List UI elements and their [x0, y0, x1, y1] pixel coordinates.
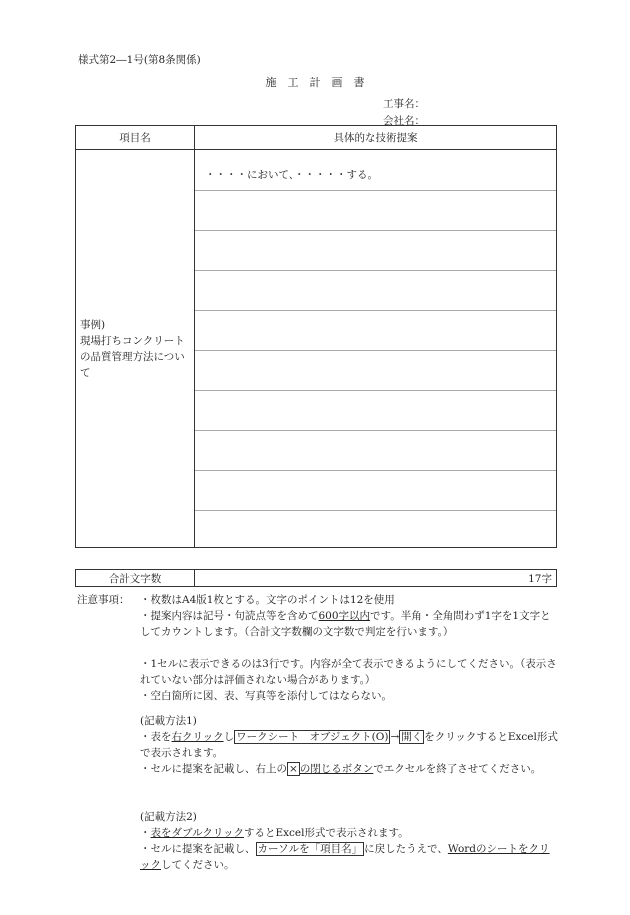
ruled-line — [195, 430, 556, 431]
m1-text: をクリックするとExcel形式で表示されます。 — [140, 731, 558, 759]
total-label: 合計文字数 — [76, 570, 195, 587]
method-2-step-1 — [140, 825, 558, 841]
method-1-step-1 — [140, 729, 558, 761]
m2b-text: してください。 — [161, 859, 235, 871]
m1b-close-button-text: の閉じるボタン — [299, 763, 374, 775]
close-icon: × — [289, 763, 298, 775]
method-2-step-2 — [140, 841, 558, 873]
ruled-line — [195, 390, 556, 391]
total-row — [76, 570, 557, 587]
item-label-text: 事例) 現場打ちコンクリートの品質管理方法について — [80, 318, 185, 379]
m1-arrow: → — [390, 731, 400, 743]
proposal-lines — [195, 150, 556, 547]
note-2 — [140, 608, 558, 640]
ruled-line — [195, 350, 556, 351]
notes-heading: 注意事項： — [77, 594, 130, 606]
document-title: 施 工 計 画 書 — [265, 76, 365, 89]
ruled-line — [195, 270, 556, 271]
proposal-first-line: ・・・・において、・・・・・する。 — [205, 169, 379, 181]
m2-double-click: 表をダブルクリック — [150, 827, 244, 839]
ruled-line — [195, 190, 556, 191]
note-1: ・枚数はA4版1枚とする。文字のポイントは12を使用 — [140, 594, 395, 606]
method-2-heading: (記載方法2) — [140, 811, 197, 823]
m2-text: するとExcel形式で表示されます。 — [243, 827, 409, 839]
note-2-text-c: です。半角・全角問わず1字を1文字としてカウントします。（合計文字数欄の文字数で判定を行います。） — [140, 610, 551, 638]
m2-text: ・ — [140, 827, 151, 839]
proposal-row — [76, 150, 557, 548]
m2b-text: ・セルに提案を記載し、 — [140, 843, 256, 855]
ruled-line — [195, 470, 556, 471]
ruled-line — [195, 230, 556, 231]
m1-worksheet-object: ワークシート オブジェクト(O) — [236, 731, 389, 743]
proposal-table — [75, 125, 557, 548]
m1-open: 開く — [401, 731, 423, 743]
m1-text: し — [223, 731, 235, 743]
item-label — [76, 150, 195, 548]
total-table — [75, 569, 557, 587]
ruled-line — [195, 310, 556, 311]
m1b-text: ・セルに提案を記載し、右上の — [140, 763, 287, 775]
table-header-row — [76, 126, 557, 150]
form-number: 様式第2―1号(第8条関係) — [78, 54, 201, 66]
note-2-text-a: ・提案内容は記号・句読点等を含めて — [140, 610, 319, 622]
m1-text: ・表を — [140, 731, 172, 743]
construction-name-label: 工事名： — [383, 98, 425, 110]
m1-right-click: 右クリック — [171, 731, 224, 743]
m2b-word-sheet: Wordのシートをクリック — [140, 843, 550, 871]
company-name-label: 会社名： — [383, 115, 425, 127]
m2b-text: に戻したうえで、 — [364, 843, 448, 855]
ruled-line — [195, 510, 556, 511]
m1b-text: でエクセルを終了させてください。 — [373, 763, 542, 775]
method-1-step-2 — [140, 761, 558, 777]
total-value: 17字 — [195, 570, 557, 587]
header-proposal: 具体的な技術提案 — [195, 126, 557, 150]
note-2-limit: 600字以内 — [318, 610, 371, 622]
header-item-name: 項目名 — [76, 126, 195, 150]
method-1-heading: (記載方法1) — [140, 715, 197, 727]
note-3: ・1セルに表示できるのは3行です。内容が全て表示できるようにしてください。（表示されていない部分は評価されない場合があります。） — [140, 658, 557, 686]
m2b-cursor-item: カーソルを「項目名」 — [257, 843, 363, 855]
note-4: ・空白箇所に図、表、写真等を添付してはならない。 — [140, 690, 392, 702]
proposal-cell[interactable] — [195, 150, 557, 548]
